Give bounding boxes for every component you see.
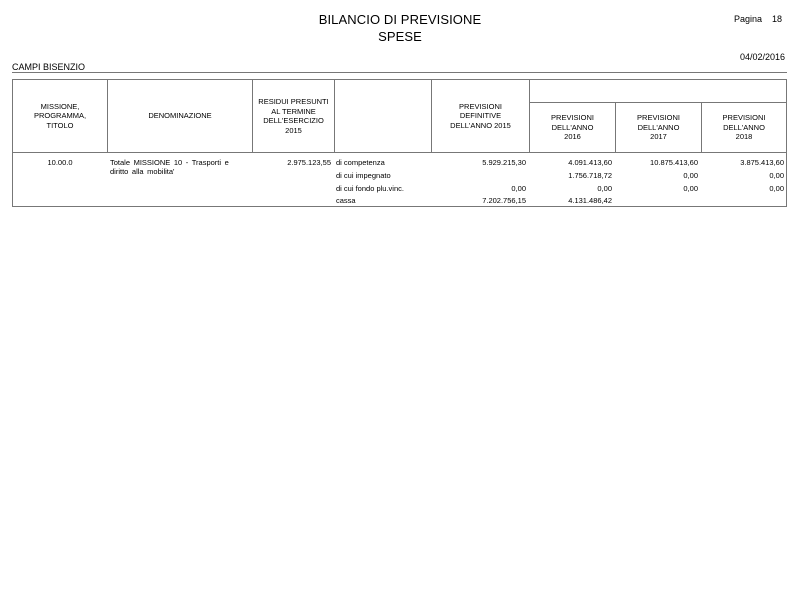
line-label-impegnato: di cui impegnato — [336, 171, 391, 180]
header-divider — [12, 72, 787, 73]
col-header-residui: RESIDUI PRESUNTI AL TERMINE DELL'ESERCIZIO 2015 — [258, 97, 329, 135]
line-label-cassa: cassa — [336, 196, 356, 205]
fondo-prev-2016: 0,00 — [597, 184, 612, 193]
col-header-prev-2016: PREVISIONI DELL'ANNO 2016 — [551, 113, 594, 142]
col-divider — [334, 80, 335, 152]
page-number: 18 — [772, 14, 783, 24]
competenza-prev-2016: 4.091.413,60 — [568, 158, 612, 167]
report-subtitle: SPESE — [378, 29, 422, 44]
cassa-prev-2016: 4.131.486,42 — [568, 196, 612, 205]
competenza-prev-2015: 5.929.215,30 — [482, 158, 526, 167]
col-header-prev-2017: PREVISIONI DELL'ANNO 2017 — [637, 113, 680, 142]
cassa-prev-2015: 7.202.756,15 — [482, 196, 526, 205]
fondo-prev-2015: 0,00 — [511, 184, 526, 193]
row-denomination: Totale MISSIONE 10 - Trasporti e diritto alla mobilita' — [110, 158, 229, 176]
col-header-prev-2015: PREVISIONI DEFINITIVE DELL'ANNO 2015 — [450, 101, 511, 130]
competenza-prev-2018: 3.875.413,60 — [740, 158, 784, 167]
competenza-prev-2017: 10.875.413,60 — [650, 158, 698, 167]
report-date: 04/02/2016 — [739, 52, 785, 62]
impegnato-prev-2016: 1.756.718,72 — [568, 171, 612, 180]
impegnato-prev-2018: 0,00 — [769, 171, 784, 180]
col-header-code: MISSIONE, PROGRAMMA, TITOLO — [33, 101, 87, 130]
col-header-denomination: DENOMINAZIONE — [148, 111, 212, 121]
line-label-competenza: di competenza — [336, 158, 385, 167]
impegnato-prev-2017: 0,00 — [683, 171, 698, 180]
header-body-divider — [13, 152, 786, 153]
line-label-fondo: di cui fondo plu.vinc. — [336, 184, 404, 193]
budget-table — [12, 79, 787, 207]
entity-name: CAMPI BISENZIO — [12, 62, 86, 72]
col-header-prev-2018: PREVISIONI DELL'ANNO 2018 — [722, 113, 766, 142]
row-residui: 2.975.123,55 — [287, 158, 331, 167]
page-label: Pagina — [734, 14, 763, 24]
fondo-prev-2017: 0,00 — [683, 184, 698, 193]
row-code: 10.00.0 — [47, 158, 73, 167]
fondo-prev-2018: 0,00 — [769, 184, 784, 193]
report-title: BILANCIO DI PREVISIONE — [318, 12, 482, 27]
